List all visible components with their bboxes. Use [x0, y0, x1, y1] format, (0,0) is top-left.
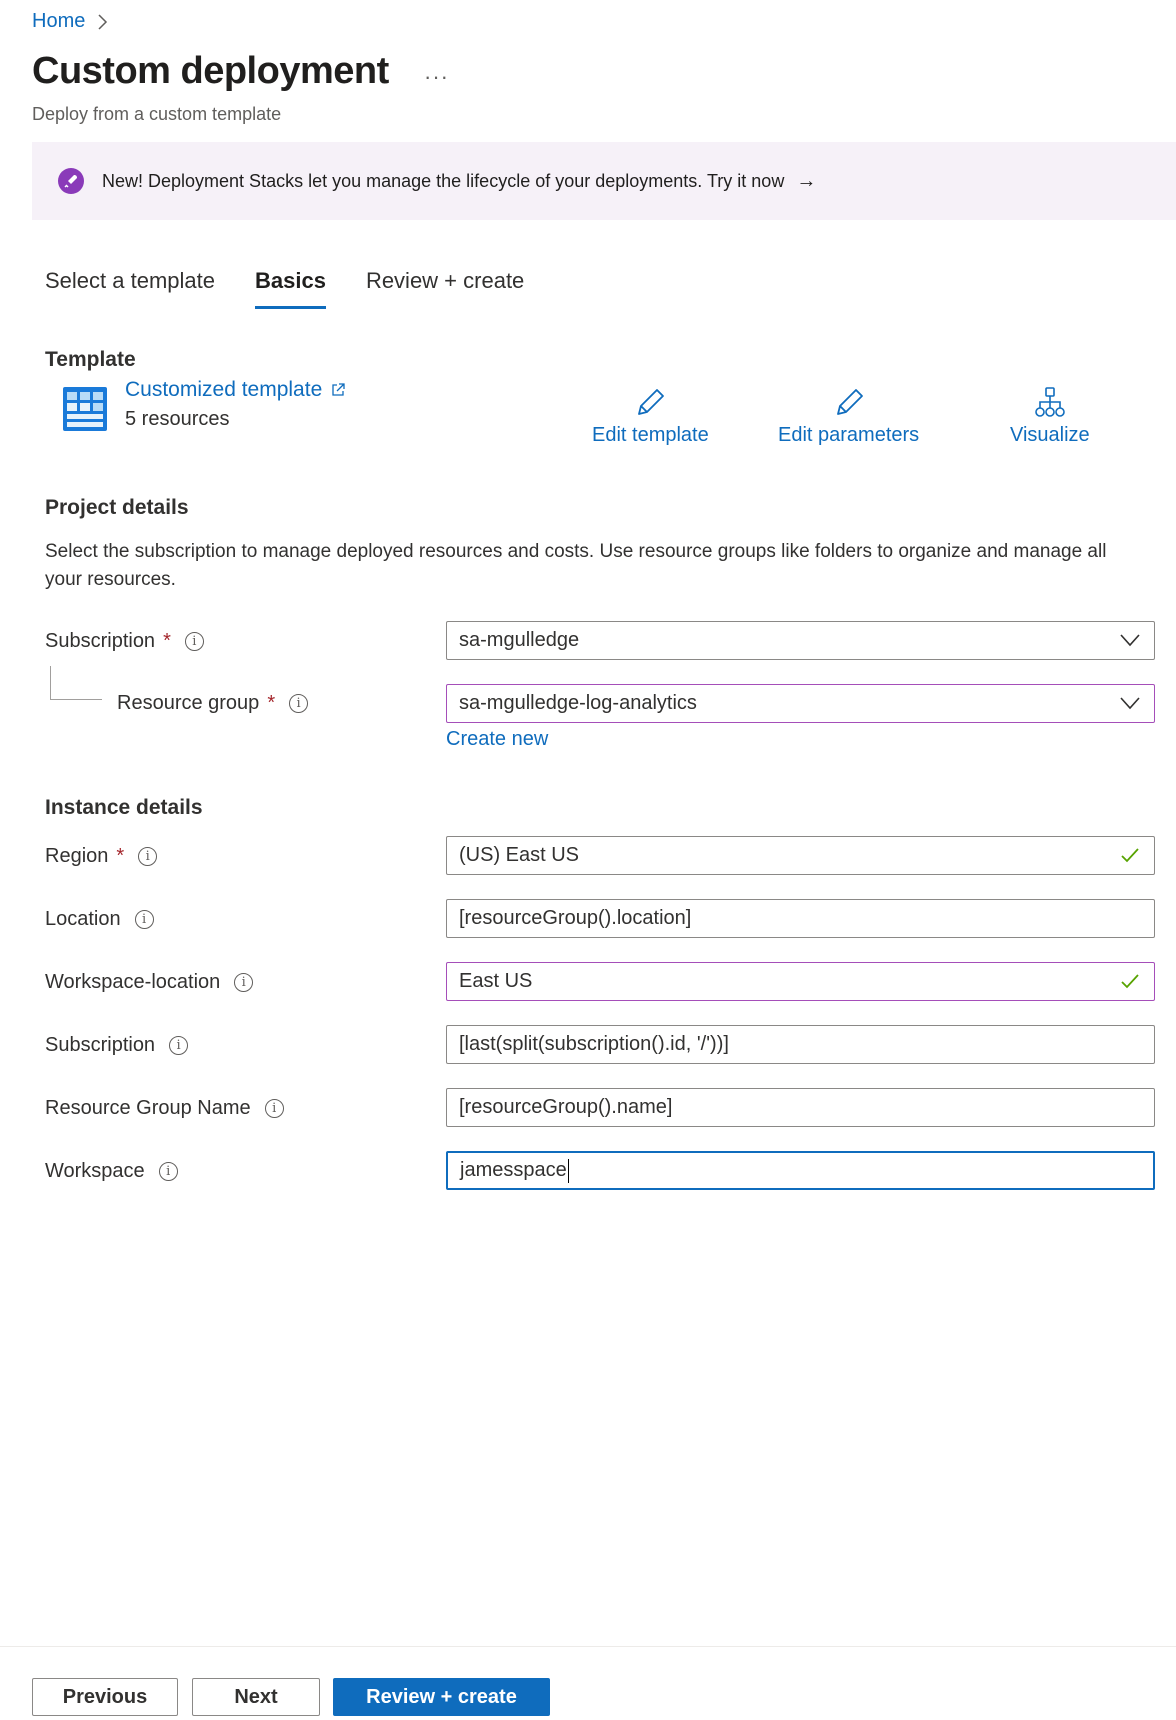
- banner-text: New! Deployment Stacks let you manage the lifecycle of your deployments. Try it now: [102, 170, 785, 191]
- region-value: (US) East US: [459, 844, 580, 866]
- workspace-location-label-row: [45, 971, 253, 994]
- info-icon[interactable]: i: [135, 910, 154, 929]
- instance-subscription-label-row: [45, 1034, 188, 1057]
- chevron-down-icon: [1120, 695, 1140, 711]
- previous-button[interactable]: Previous: [32, 1678, 178, 1716]
- info-icon[interactable]: i: [138, 847, 157, 866]
- tab-select-template[interactable]: Select a template: [45, 268, 215, 293]
- wizard-tabs: [45, 268, 564, 312]
- instance-subscription-input[interactable]: [446, 1025, 1155, 1064]
- resource-group-dropdown[interactable]: [446, 684, 1155, 723]
- checkmark-icon: [1120, 846, 1140, 864]
- workspace-label: Workspace: [45, 1160, 145, 1182]
- breadcrumb: [32, 10, 109, 33]
- chevron-down-icon: [1120, 632, 1140, 648]
- workspace-label-row: [45, 1160, 178, 1183]
- edit-parameters-label: Edit parameters: [778, 424, 920, 446]
- template-heading: Template: [45, 348, 136, 371]
- region-label-row: [45, 845, 157, 868]
- subscription-dropdown[interactable]: [446, 621, 1155, 660]
- info-icon[interactable]: i: [159, 1162, 178, 1181]
- visualize-button[interactable]: [1010, 386, 1090, 447]
- location-label-row: [45, 908, 154, 931]
- project-details-description: Select the subscription to manage deployed resources and costs. Use resource groups like folders to organize and manage all your resources.: [45, 541, 1107, 590]
- info-icon[interactable]: i: [185, 632, 204, 651]
- workspace-location-label: Workspace-location: [45, 971, 221, 993]
- customized-template-link[interactable]: [125, 378, 346, 402]
- workspace-location-value: East US: [459, 970, 533, 992]
- instance-details-heading: Instance details: [45, 796, 203, 819]
- deployment-stacks-banner[interactable]: [32, 142, 1176, 220]
- breadcrumb-home-link[interactable]: Home: [32, 10, 86, 32]
- rg-name-label: Resource Group Name: [45, 1097, 251, 1119]
- tab-review-create[interactable]: Review + create: [365, 268, 525, 293]
- project-details-heading: Project details: [45, 496, 189, 519]
- workspace-location-input[interactable]: [446, 962, 1155, 1001]
- subscription-value: sa-mgulledge: [459, 629, 580, 651]
- template-resources-count: 5 resources: [125, 408, 230, 430]
- workspace-input[interactable]: [446, 1151, 1155, 1190]
- edit-template-label: Edit template: [592, 424, 709, 446]
- text-cursor: [568, 1159, 570, 1183]
- location-value: [resourceGroup().location]: [459, 907, 692, 929]
- resource-group-label: Resource group: [117, 692, 260, 714]
- customized-template-label: Customized template: [125, 378, 323, 401]
- rg-name-input[interactable]: [446, 1088, 1155, 1127]
- rg-name-value: [resourceGroup().name]: [459, 1096, 673, 1118]
- required-marker: *: [116, 845, 125, 867]
- resource-group-value: sa-mgulledge-log-analytics: [459, 692, 697, 714]
- footer-divider: [0, 1646, 1176, 1647]
- required-marker: *: [267, 692, 276, 714]
- hierarchy-icon: [1033, 386, 1067, 420]
- tab-basics[interactable]: Basics: [255, 268, 326, 312]
- info-icon[interactable]: i: [289, 694, 308, 713]
- edit-template-button[interactable]: [592, 386, 709, 447]
- rocket-icon: [58, 168, 84, 194]
- pencil-icon: [832, 386, 866, 420]
- location-label: Location: [45, 908, 121, 930]
- region-field[interactable]: [446, 836, 1155, 875]
- next-button[interactable]: Next: [192, 1678, 320, 1716]
- template-icon: [63, 387, 107, 431]
- page-title: Custom deployment: [32, 50, 389, 92]
- chevron-right-icon: [97, 12, 109, 32]
- instance-subscription-value: [last(split(subscription().id, '/'))]: [459, 1033, 729, 1055]
- arrow-right-icon: →: [796, 169, 817, 192]
- instance-subscription-label: Subscription: [45, 1034, 156, 1056]
- location-input[interactable]: [446, 899, 1155, 938]
- tree-connector: [50, 666, 102, 700]
- review-create-button[interactable]: Review + create: [333, 1678, 550, 1716]
- subscription-label: Subscription: [45, 630, 156, 652]
- workspace-value: jamesspace: [460, 1159, 567, 1181]
- pencil-icon: [633, 386, 667, 420]
- checkmark-icon: [1120, 972, 1140, 990]
- rg-name-label-row: [45, 1097, 284, 1120]
- page-subtitle: Deploy from a custom template: [32, 104, 282, 124]
- resource-group-label-row: [117, 692, 308, 715]
- external-link-icon: [330, 382, 346, 398]
- info-icon[interactable]: i: [265, 1099, 284, 1118]
- region-label: Region: [45, 845, 109, 867]
- edit-parameters-button[interactable]: [778, 386, 919, 447]
- info-icon[interactable]: i: [169, 1036, 188, 1055]
- info-icon[interactable]: i: [234, 973, 253, 992]
- subscription-label-row: [45, 630, 204, 653]
- visualize-label: Visualize: [1010, 424, 1090, 446]
- create-new-resource-group-link[interactable]: Create new: [446, 728, 549, 750]
- required-marker: *: [163, 630, 171, 652]
- more-options-button[interactable]: ···: [424, 64, 449, 89]
